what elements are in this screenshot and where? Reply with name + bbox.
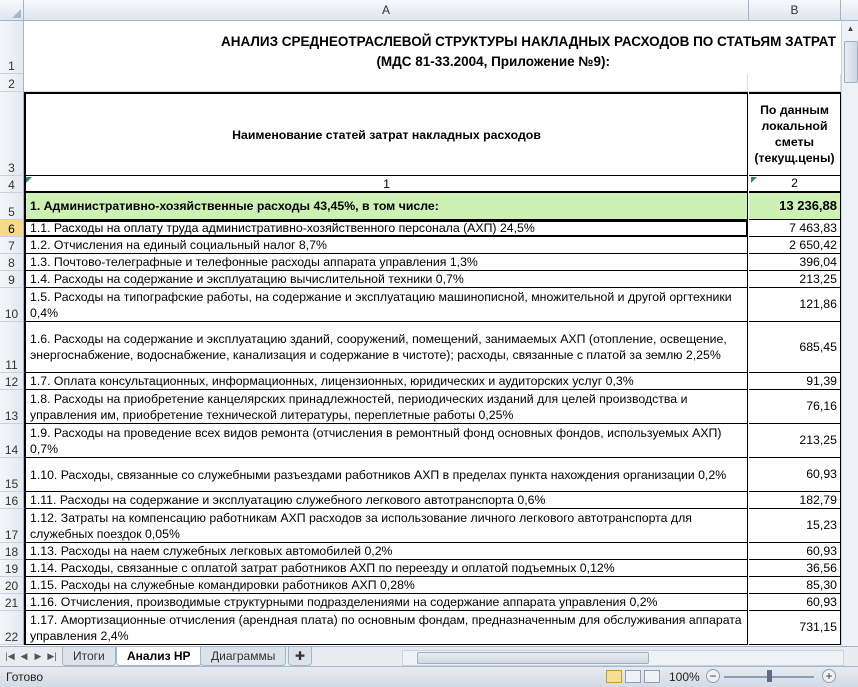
column-header-bar [0,0,858,21]
table-row [0,509,858,543]
item-value-cell[interactable]: 85,30 [749,577,841,594]
table-row [0,492,858,509]
table-row [0,458,858,492]
tab-analiz-nr[interactable]: Анализ НР [116,647,202,666]
tab-itogi[interactable]: Итоги [62,647,116,666]
item-text-cell[interactable]: 1.14. Расходы, связанные с оплатой затрат работников АХП по переезду и оплатой подъемных 0,12% [24,560,748,577]
item-value-cell[interactable]: 731,15 [749,611,841,645]
table-row [0,594,858,611]
item-text-cell[interactable]: 1.7. Оплата консультационных, информационных, лицензионных, юридических и аудиторских услуг 0,3% [24,373,748,390]
sheet-row-4 [0,176,858,193]
tab-diagrammy[interactable]: Диаграммы [200,647,286,666]
vertical-scrollbar[interactable] [841,21,858,646]
insert-sheet-icon[interactable]: ✚ [288,647,312,666]
error-indicator-icon [26,177,32,183]
row-header[interactable]: 3 [0,92,24,176]
item-text-cell[interactable]: 1.3. Почтово-телеграфные и телефонные расходы аппарата управления 1,3% [24,254,748,271]
item-text-cell[interactable]: 1.6. Расходы на содержание и эксплуатацию зданий, сооружений, помещений, занимаемых АХП (отопление, освещение, энергоснабжение, водоснабжение, канализация и содержание в чистоте); расходы, связанные с платой за землю 2,25% [24,322,748,373]
row-header[interactable]: 10 [0,288,24,322]
column-header-empty [841,0,858,20]
header-cost-items[interactable]: Наименование статей затрат накладных расходов [24,92,748,176]
first-sheet-icon[interactable]: |◀ [5,651,15,661]
item-text-cell[interactable]: 1.2. Отчисления на единый социальный налог 8,7% [24,237,748,254]
item-text-cell[interactable]: 1.8. Расходы на приобретение канцелярских принадлежностей, периодических изданий для целей производства и управления им, приобретение технической литературы, переплетные работы 0,25% [24,390,748,424]
table-row [0,424,858,458]
page-layout-view-icon[interactable] [625,670,641,683]
table-row [0,560,858,577]
row-header[interactable]: 21 [0,594,24,611]
zoom-level[interactable]: 100% [669,670,700,684]
scroll-thumb[interactable] [844,41,858,83]
table-row [0,288,858,322]
item-value-cell[interactable]: 91,39 [749,373,841,390]
row-header[interactable]: 12 [0,373,24,390]
table-row [0,373,858,390]
row-header[interactable]: 22 [0,611,24,645]
column-header-a[interactable]: A [24,0,749,20]
item-value-cell[interactable]: 396,04 [749,254,841,271]
select-all-corner[interactable] [0,0,24,20]
table-row [0,543,858,560]
sheet-row-2 [0,74,858,92]
empty-cell[interactable] [24,74,748,92]
row-header[interactable]: 11 [0,322,24,373]
row-header[interactable]: 20 [0,577,24,594]
zoom-slider-knob[interactable] [767,670,772,682]
item-text-cell[interactable]: 1.11. Расходы на содержание и эксплуатацию служебного легкового автотранспорта 0,6% [24,492,748,509]
item-text-cell[interactable]: 1.12. Затраты на компенсацию работникам АХП расходов за использование личного легкового автотранспорта для служебных поездок 0,05% [24,509,748,543]
item-value-cell[interactable]: 213,25 [749,424,841,458]
header-estimate[interactable]: По данным локальной сметы (текущ.цены) [749,92,841,176]
column-number-1[interactable]: 1 [24,176,748,193]
prev-sheet-icon[interactable]: ◀ [20,651,28,661]
row-header[interactable]: 7 [0,237,24,254]
row-header[interactable]: 13 [0,390,24,424]
row-header[interactable]: 2 [0,74,24,92]
sheet-row-3 [0,92,858,176]
row-header[interactable]: 16 [0,492,24,509]
row-header[interactable]: 15 [0,458,24,492]
column-number-2[interactable]: 2 [749,176,841,193]
row-header[interactable]: 5 [0,193,24,220]
item-value-cell[interactable]: 60,93 [749,594,841,611]
status-text: Готово [6,670,44,684]
status-bar [0,666,858,687]
title-line-1: АНАЛИЗ СРЕДНЕОТРАСЛЕВОЙ СТРУКТУРЫ НАКЛАДНЫХ РАСХОДОВ ПО СТАТЬЯМ ЗАТРАТ [221,34,836,49]
normal-view-icon[interactable] [606,670,622,683]
item-text-cell[interactable]: 1.17. Амортизационные отчисления (арендная плата) по основным фондам, предназначенным для обслуживания аппарата управления 2,4% [24,611,748,645]
item-text-cell[interactable]: 1.10. Расходы, связанные со служебными разъездами работников АХП в пределах пункта нахождения организации 0,2% [24,458,748,492]
horizontal-scrollbar[interactable] [402,650,844,666]
item-value-cell[interactable]: 60,93 [749,458,841,492]
group-label-cell[interactable]: 1. Административно-хозяйственные расходы 43,45%, в том числе: [24,193,748,220]
item-value-cell[interactable]: 60,93 [749,543,841,560]
item-value-cell[interactable]: 2 650,42 [749,237,841,254]
zoom-in-icon[interactable]: + [822,669,836,683]
row-header[interactable]: 4 [0,176,24,193]
table-row [0,577,858,594]
table-row [0,237,858,254]
item-value-cell[interactable]: 76,16 [749,390,841,424]
scroll-up-icon[interactable]: ▲ [846,24,855,33]
row-header[interactable]: 19 [0,560,24,577]
column-header-b[interactable]: B [749,0,841,20]
item-text-cell[interactable]: 1.13. Расходы на наем служебных легковых автомобилей 0,2% [24,543,748,560]
item-value-cell[interactable]: 182,79 [749,492,841,509]
table-row [0,611,858,645]
item-value-cell[interactable]: 685,45 [749,322,841,373]
row-header[interactable]: 14 [0,424,24,458]
row-header[interactable]: 1 [0,21,24,74]
scroll-thumb[interactable] [417,652,649,664]
item-value-cell[interactable]: 15,23 [749,509,841,543]
empty-cell[interactable] [749,74,841,92]
sheet-tab-bar [0,646,858,667]
item-text-cell[interactable]: 1.15. Расходы на служебные командировки работников АХП 0,28% [24,577,748,594]
sheet-row-5 [0,193,858,220]
row-header[interactable]: 9 [0,271,24,288]
error-indicator-icon [751,177,757,183]
item-text-cell[interactable]: 1.1. Расходы на оплату труда административно-хозяйственного персонала (АХП) 24,5% [24,220,748,237]
item-text-cell[interactable]: 1.16. Отчисления, производимые структурными подразделениями на содержание аппарата управления 0,2% [24,594,748,611]
item-text-cell[interactable]: 1.5. Расходы на типографские работы, на содержание и эксплуатацию машинописной, множительной и другой оргтехники 0,4% [24,288,748,322]
table-row [0,390,858,424]
row-header[interactable]: 17 [0,509,24,543]
row-header[interactable]: 8 [0,254,24,271]
item-value-cell[interactable]: 121,86 [749,288,841,322]
item-value-cell[interactable]: 36,56 [749,560,841,577]
title-line-2: (МДС 81-33.2004, Приложение №9): [376,54,610,69]
page-break-view-icon[interactable] [644,670,660,683]
next-sheet-icon[interactable]: ▶ [34,651,42,661]
table-row [0,254,858,271]
title-cell[interactable] [24,21,836,74]
table-row [0,322,858,373]
sheet-row-1 [0,21,858,74]
group-value-cell[interactable]: 13 236,88 [749,193,841,220]
zoom-out-icon[interactable]: − [706,669,720,683]
row-header[interactable]: 18 [0,543,24,560]
item-text-cell[interactable]: 1.9. Расходы на проведение всех видов ремонта (отчисления в ремонтный фонд основных фондов, используемых АХП) 0,7% [24,424,748,458]
item-value-cell[interactable]: 213,25 [749,271,841,288]
item-value-cell[interactable]: 7 463,83 [749,220,841,237]
item-text-cell[interactable]: 1.4. Расходы на содержание и эксплуатацию вычислительной техники 0,7% [24,271,748,288]
last-sheet-icon[interactable]: ▶| [47,651,57,661]
table-row [0,271,858,288]
table-row [0,220,858,237]
row-header[interactable]: 6 [0,220,24,237]
